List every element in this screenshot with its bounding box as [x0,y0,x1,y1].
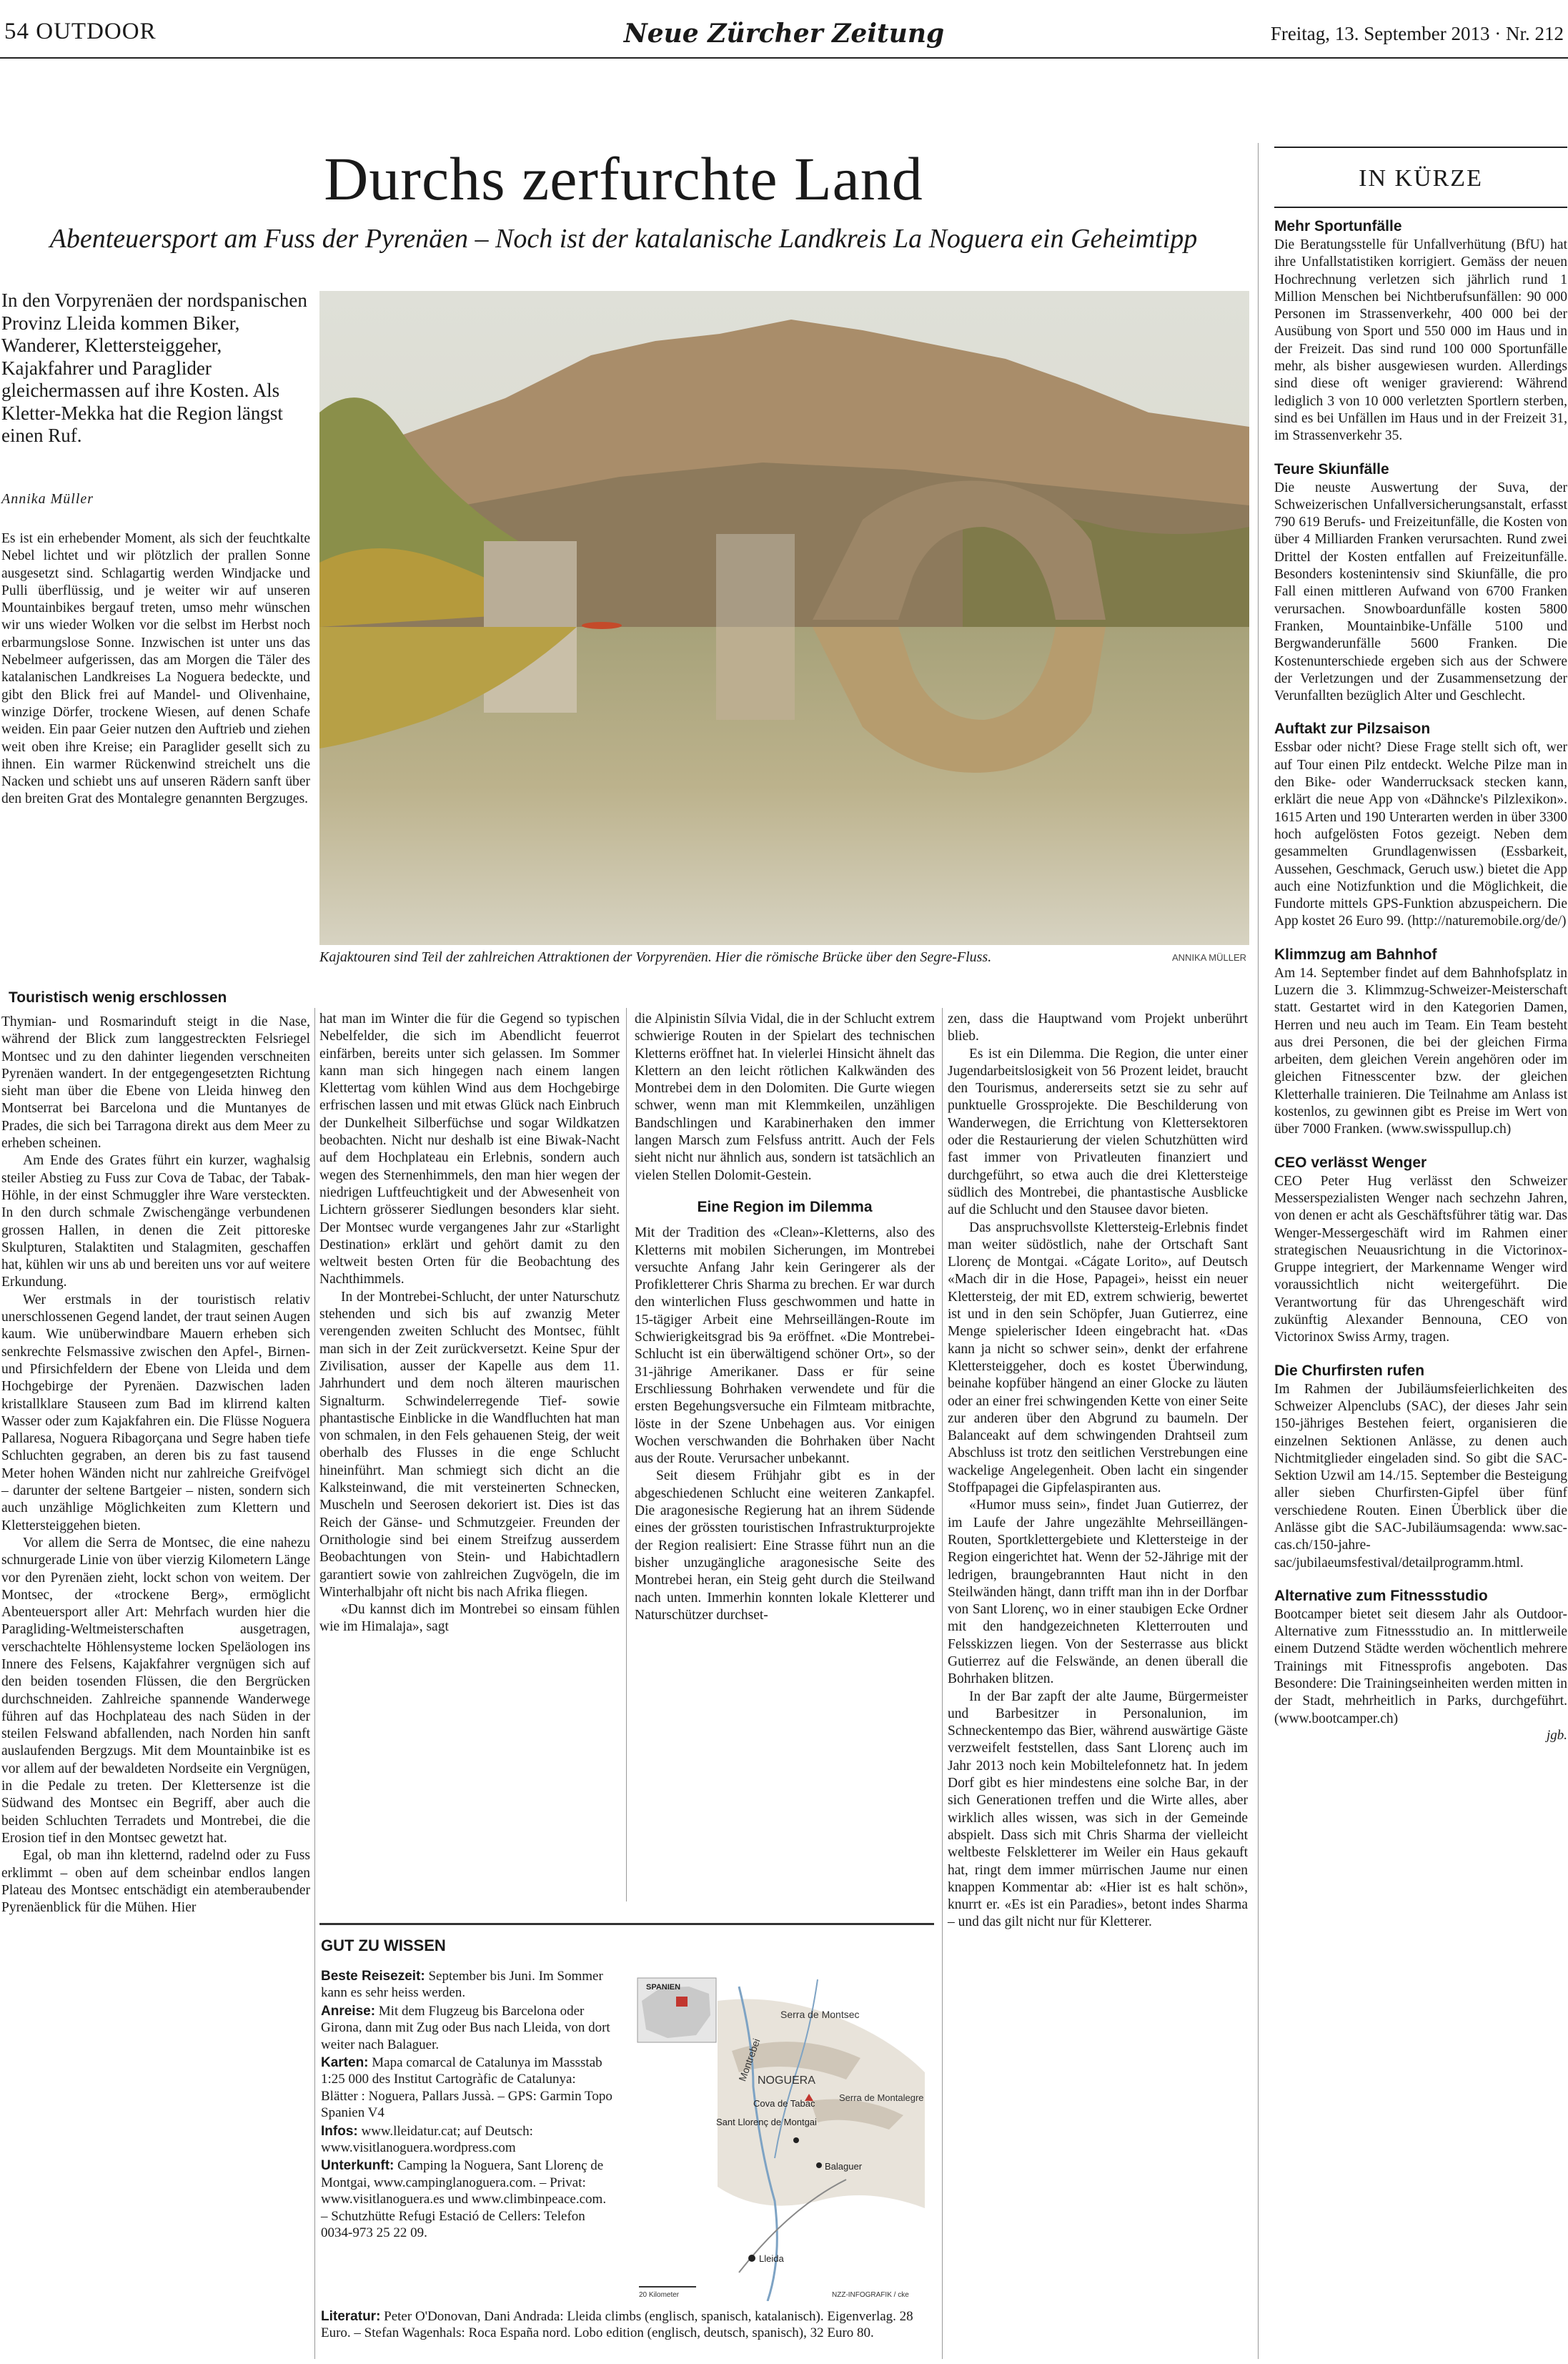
info-entry [321,2308,928,2342]
sidebar-item [1274,1154,1567,1347]
sidebar-item-text: Am 14. September findet auf dem Bahnhofsplatz in Luzern die 3. Klimmzug-Schweizer-Meisterschaft statt. Gestartet wird in den Kategorien Damen, Herren und neu auch im Team. Ein Team besteht aus drei Personen, die bei der gleichen Firma arbeiten, dem gleichen Verein angehören oder im gleichen Fitnesscenter bzw. der gleichen Kletterhalle trainieren. Die Teilnahme am Anlass ist kostenlos, zu gewinnen gibt es Preise im Wert von über 7000 Franken. (www.swisspullup.ch) [1274,965,1567,1137]
info-box-title: GUT ZU WISSEN [321,1937,446,1954]
page-section-label: 54 OUTDOOR [4,19,157,44]
sidebar-item-text: Die neuste Auswertung der Suva, der Schweizerischen Unfallversicherungsanstalt, erfasst 790 619 Berufs- und Freizeitunfälle, die Kosten von über 4 Milliarden Franken verursachten. Rund zwei Drittel der Kosten entfallen auf Freizeitunfälle. Besonders kostenintensiv sind Skiunfälle, die pro Fall einen mittleren Aufwand von 6700 Franken verursachen. Snowboardunfälle kosten 5800 Franken, Mountainbike-Unfälle 5100 und Bergwanderunfälle 5600 Franken. Die Kostenunterschiede ergeben sich aus der Schwere der Verletzungen und der Zusammensetzung der Verunfallten bezüglich Alter und Geschlecht. [1274,480,1567,704]
map-label-sant-llorenc: Sant Llorenç de Montgai [716,2117,817,2127]
article-subtitle: Abenteuersport am Fuss der Pyrenäen – Noch ist der katalanische Landkreis La Noguera ein Geheimtipp [49,224,1198,254]
roman-bridge-photo [319,291,1249,945]
map-label-montalegre: Serra de Montalegre [839,2092,924,2103]
sidebar-title: IN KÜRZE [1359,165,1483,192]
sidebar [1274,147,1567,1744]
inset-label: SPANIEN [646,1983,681,1992]
column-4 [948,1011,1248,1932]
info-entry [321,1968,614,2002]
sidebar-item-title: Teure Skiunfälle [1274,460,1389,478]
column-divider [942,1008,943,2359]
subheading-2: Eine Region im Dilemma [697,1198,873,1215]
info-label: Karten: [321,2055,369,2071]
article-lead: In den Vorpyrenäen der nordspanischen Provinz Lleida kommen Biker, Wanderer, Klettersteiggeher, Kajakfahrer und Paraglider gleichermassen auf ihre Kosten. Als Kletter-Mekka hat die Region längst einen Ruf. [1,290,307,446]
sidebar-item [1274,946,1567,1139]
sidebar-divider [1258,143,1259,2359]
info-label: Infos: [321,2123,358,2139]
info-text: September bis Juni. Im Sommer kann es sehr heiss werden. [321,1969,603,2001]
info-label: Literatur: [321,2309,381,2324]
sidebar-item-text: Essbar oder nicht? Diese Frage stellt sich oft, wer auf Tour einen Pilz entdeckt. Welche Pilze man in den Bike- oder Wanderrucksack stecken kann, erklärt die neue App von «Dähncke's Pilzlexikon». 1615 Arten und 190 Unterarten werden in über 3300 hoch aufgelösten Fotos gezeigt. Neben dem gesammelten Grundlagenwissen (Essbarkeit, Aussehen, Geschmack, Geruch usw.) bietet die App auch eine Notizfunktion und die Möglichkeit, die Fundorte mittels GPS-Funktion abzuspeichern. Die App kostet 26 Euro 99. (http://naturemobile.org/de/) [1274,740,1567,929]
info-entry [321,2157,614,2241]
column-2 [319,1011,620,1636]
sidebar-item-title: Klimmzug am Bahnhof [1274,946,1437,963]
region-map [632,1972,932,2301]
map-label-cova: Cova de Tabac [753,2098,815,2109]
info-text: Mit dem Flugzeug bis Barcelona oder Girona, dann mit Zug oder Bus nach Lleida, von dort weiter nach Balaguer. [321,2003,610,2052]
sidebar-item [1274,218,1567,445]
paragraph: Am Ende des Grates führt ein kurzer, waghalsig steiler Abstieg zu Fuss zur Cova de Tabac, der Tabak-Höhle, in der einst Schmuggler ihre Ware versteckten. In den durch schmale Zwischengänge verbundenen grossen Hallen, in denen die Zeit pittoreske Skulpturen, Stalaktiten und Stalagmiten, geschaffen hat, kühlen wir uns ab und bereiten uns vor auf weitere Erkundung. [1,1153,310,1290]
paragraph: In der Montrebei-Schlucht, der unter Naturschutz stehenden und sich bis auf zwanzig Meter verengenden zweiten Schlucht des Montsec, fühlt man sich in der Zeit zurückversetzt. Keine Spur der Zivilisation, ausser der Kapelle aus dem 11. Jahrhundert und dem noch älteren maurischen Signalturm. Schwindelerregende Tief- sowie phantastische Einblicke in die Wandfluchten hat man von schmalen, in den Fels gehauenen Steig, der weit oberhalb des Flusses in die enge Schlucht hineinführt. Man schmiegt sich dicht an die Kalksteinwand, die mit versteinerten Schnecken, Muscheln und Seerosen dekoriert ist. Dies ist das Reich der Gänse- und Schmutzgeier. Freunden der Ornithologie sind bei einem Streifzug ausserdem Beobachtungen von Stein- und Habichtadlern garantiert sowie von zahlreichen Zugvögeln, die im Winterhalbjahr oft nicht bis nach Afrika fliegen. [319,1289,620,1600]
paragraph: Vor allem die Serra de Montsec, die eine nahezu schnurgerade Linie von über vierzig Kilometern Länge vor den Pyrenäen zieht, lockt schon von weitem. Der Montsec, der «trockene Berg», ermöglicht Abenteuersport aller Art: Mehrfach wurden hier die Paragliding-Weltmeisterschaften ausgetragen, verschachtelte Höhlensysteme locken Speläologen ins Innere des Felsens, Kajakfahrer vergnügen sich auf den beiden tosenden Flüssen, die den Bergrücken durchschneiden. Zahlreiche spannende Wanderwege führen auf das Hochplateau des nach Süden in der steilen Felswand abfallenden, nach Norden hin sanft auslaufenden Bergzugs. Mit dem Mountainbike ist es vor allem auf der bewaldeten Nordseite ein Vergnügen, in die Pedale zu treten. Der Klettersenze ist die Südwand des Montsec ein Begriff, aber auch die beiden Schluchten Terradets und Montrebei, die die Erosion tief in den Montsec gewetzt hat. [1,1535,310,1846]
date-issue: Freitag, 13. September 2013 · Nr. 212 [1270,23,1564,44]
paragraph: Wer erstmals in der touristisch relativ unerschlossenen Gegend landet, der traut seinen Augen kaum. Wie unüberwindbare Mauern erheben sich senkrechte Felsmassive zwischen den Apfel-, Birnen- und Pfirsichfeldern der Ebene von Lleida und dem Hochgebirge der Pyrenäen. Dazwischen laden kristallklare Stauseen zum Bad im klirrend kalten Wasser oder zum Kajakfahren ein. Die Flüsse Noguera Pallaresa, Noguera Ribagorçana und Segre haben tiefe Schluchten gegraben, an deren bis zu fast tausend Meter hohen Wänden nicht nur zahlreiche Greifvögel – darunter der seltene Bartgeier – nisten, sondern sich auch unzählige Möglichkeiten zum Klettern und Klettersteiggehen bieten. [1,1292,310,1533]
sidebar-item [1274,1362,1567,1572]
sidebar-title-box [1274,147,1567,208]
paragraph: zen, dass die Hauptwand vom Projekt unberührt blieb. [948,1012,1248,1044]
info-text: Camping la Noguera, Sant Llorenç de Montgai, www.campinglanoguera.com. – Privat: www.visitlanoguera.es und www.climbinpeace.com. – Schutzhütte Refugi Estació de Cellers: Telefon 0034-973 25 22 09. [321,2158,607,2241]
paragraph: «Humor muss sein», findet Juan Gutierrez, der im Laufe der Jahre ungezählte Mehrseillängen-Routen, Sportklettergebiete und Klettersteige in der Region eingerichtet hat. Wenn der 52-Jährige mit der ledrigen, braungebrannten Haut nicht in den Steilwänden hängt, dann trifft man ihn in der Dorfbar von Sant Llorenç, wo in einer staubigen Ecke Ordner mit den handgezeichneten Kletterrouten und Felsskizzen liegen. Von der Sesterrasse aus blickt Gutierrez auf die Felswände, an denen überall die Bohrhaken blitzen. [948,1498,1248,1687]
column-1-lower [1,1014,310,1917]
sidebar-item-title: Alternative zum Fitnessstudio [1274,1587,1488,1604]
column-1 [1,530,310,808]
map-label-noguera: NOGUERA [758,2074,815,2087]
info-text: Peter O'Donovan, Dani Andrada: Lleida climbs (englisch, spanisch, katalanisch). Eigenverlag. 28 Euro. – Stefan Wagenhals: Roca España nord. Lobo edition (englisch, deutsch, spanisch), 32 Euro 80. [321,2309,913,2341]
map-credit: NZZ-INFOGRAFIK / cke [832,2291,909,2299]
sidebar-item-title: Auftakt zur Pilzsaison [1274,721,1431,738]
article-photo [319,291,1249,945]
paragraph: Seit diesem Frühjahr gibt es in der abgeschiedenen Schlucht eine weiteren Zankapfel. Die aragonesische Regierung hat an ihrem Südende eines der grössten touristischen Infrastrukturprojekte der Region realisiert: Eine Strasse führt nun an die bisher unzugängliche aragonesische Seite des Montrebei heran, ein Steig geht durch die Steilwand nach unten. Immerhin konnten lokale Kletterer und Naturschützer durchset- [635,1468,935,1623]
info-box [319,1923,934,2361]
paragraph: Es ist ein Dilemma. Die Region, die unter einer Jugendarbeitslosigkeit von 56 Prozent leidet, braucht den Tourismus, andererseits setzt sie zu sehr auf punktuelle Grossprojekte. Die Beschilderung von Wanderwegen, die Errichtung von Klettersektoren oder die Restaurierung der vielen Schutzhütten wird fast immer von Privatleuten finanziert und durchgeführt, so etwa auch die drei Klettersteige südlich des Montrebei, die phantastische Ausblicke auf die Schlucht und den Stausee davor bieten. [948,1046,1248,1218]
map-scale: 20 Kilometer [639,2291,680,2299]
info-box-text [321,1968,614,2243]
sidebar-item-text: Im Rahmen der Jubiläumsfeierlichkeiten des Schweizer Alpenclubs (SAC), der dieses Jahr sein 150-jähriges Bestehen feiert, organisieren die einzelnen Sektionen Anlässe, zu denen auch Nichtmitglieder eingeladen sind. So gibt die SAC-Sektion Uzwil am 14./15. September die Besteigung aller sieben Churfirsten-Gipfel über fünf verschiedene Routen. Einen Überblick über die Anlässe gibt die SAC-Jubiläumsagenda: www.sac-cas.ch/150-jahre-sac/jubilaeumsfestival/detailprogramm.html. [1274,1381,1567,1571]
map-label-montsec: Serra de Montsec [780,2009,860,2020]
info-entry [321,2003,614,2053]
info-box-literature [321,2308,928,2342]
info-entry [321,2054,614,2122]
info-text: Mapa comarcal de Catalunya im Massstab 1:25 000 des Institut Cartogràfic de Catalunya: Blätter : Noguera, Pallars Jussà. – GPS: Garmin Topo Spanien V4 [321,2055,612,2121]
column-divider [626,1008,627,1901]
subheading-1: Touristisch wenig erschlossen [9,989,227,1006]
sidebar-item-title: Mehr Sportunfälle [1274,218,1402,234]
sidebar-item [1274,461,1567,706]
image-caption: Kajaktouren sind Teil der zahlreichen Attraktionen der Vorpyrenäen. Hier die römische Brücke über den Segre-Fluss. [319,949,992,965]
paragraph: In der Bar zapft der alte Jaume, Bürgermeister und Barbesitzer in Personalunion, im Schneckentempo das Bier, während auswärtige Gäste verzweifelt feststellen, dass Sant Llorenç auch im Jahr 2013 noch kein Mobiltelefonnetz hat. In jedem Dorf gibt es hier mindestens eine solche Bar, in der sich Generationen treffen und die Wirte alles, aber wirklich alles wissen, was sich in der Gemeinde abspielt. Dass sich mit Chris Sharma der vielleicht weltbeste Felskletterer im Weiler ein Haus gekauft hat, ringt dem immer mürrischen Jaume nur einen knappen Kommentar ab: «Hier ist es halt schön», knurrt er. «Es ist ein Paradies», betont indes Sharma – und das gilt nicht nur für Kletterer. [948,1688,1248,1930]
paragraph: Mit der Tradition des «Clean»-Kletterns, also des Kletterns mit mobilen Sicherungen, im Montrebei versuchte Anfang Jahr kein Geringerer als der Profikletterer Chris Sharma zu brechen. Er war durch den winterlichen Fluss geschwommen und hatte in 15-tägiger Arbeit eine Mehrseillängen-Route im Schwierigkeitsgrad bis 9a eröffnet. «Die Montrebei-Schlucht ist ein überwältigend schöner Ort», so der 31-jährige Amerikaner. Dass er für seine Erschliessung Bohrhaken verwendete und für die ersten Begehungsversuche ein Filmteam mitbrachte, löste in der Szene Unbehagen aus. Vor einigen Wochen verschwanden die Bohrhaken über Nacht aus der Route. Verursacher unbekannt. [635,1225,935,1467]
map-graphic [632,1972,932,2301]
paragraph: hat man im Winter die für die Gegend so typischen Nebelfelder, die sich im Abendlicht feuerrot einfärben, bereits unter sich gelassen. Im Sommer kann man sich hingegen nach einem langen Klettertag vom kühlen Wind aus dem Hochgebirge erfrischen lassen und mit etwas Glück nach Einbruch der Dunkelheit Silberfüchse und sogar Wildkatzen beobachten. Nicht nur deshalb ist eine Biwak-Nacht auf dem Hochplateau ein Erlebnis, sondern auch wegen des Sternenhimmels, den man hier wegen der niedrigen Luftfeuchtigkeit und der Abwesenheit von Lichtern grösserer Siedlungen besonders klar sieht. Der Montsec wurde vergangenes Jahr zur «Starlight Destination» erklärt und gehört damit zu den weltweit besten Orten für die Beobachtung des Nachthimmels. [319,1012,620,1287]
header-rule [0,57,1568,59]
map-label-montrebei: Montrebei [736,2037,763,2083]
info-text: www.lleidatur.cat; auf Deutsch: www.visitlanoguera.wordpress.com [321,2123,533,2156]
map-label-lleida: Lleida [759,2253,784,2264]
sidebar-item-text: Bootcamper bietet seit diesem Jahr als Outdoor-Alternative zum Fitnessstudio an. In mittlerweile einem Dutzend Städte werden wöchentlich mehrere Trainings mit Fitnessprofis angeboten. Das Besondere: Die Trainingseinheiten werden mitten in der Stadt, mehrheitlich in Parks, durchgeführt. (www.bootcamper.ch) [1274,1606,1567,1726]
sidebar-item-title: CEO verlässt Wenger [1274,1154,1427,1171]
column-3 [635,1011,935,1624]
newspaper-name: Neue Zürcher Zeitung [623,19,945,49]
author-byline: Annika Müller [1,491,94,507]
image-credit: ANNIKA MÜLLER [1172,952,1247,963]
column-divider [314,1008,315,2359]
info-label: Unterkunft: [321,2158,395,2174]
sidebar-item [1274,1588,1567,1728]
sidebar-item-text: CEO Peter Hug verlässt den Schweizer Messerspezialisten Wenger nach sechzehn Jahren, von denen er acht als Geschäftsführer tätig war. Das Wenger-Messergeschäft wird im Rahmen einer strategischen Neuausrichtung in die Victorinox-Gruppe integriert, der Markenname Wenger wird voraussichtlich nicht weitergeführt. Die Verantwortung für das Uhrengeschäft wird zukünftig Alexander Bennouna, CEO von Victorinox Swiss Army, tragen. [1274,1173,1567,1345]
paragraph: «Du kannst dich im Montrebei so einsam fühlen wie im Himalaja», sagt [319,1602,620,1635]
sidebar-item-title: Die Churfirsten rufen [1274,1362,1425,1379]
paragraph: Es ist ein erhebender Moment, als sich der feuchtkalte Nebel lichtet und wir plötzlich der prallen Sonne ausgesetzt sind. Schlagartig werden Windjacke und Pulli überflüssig, und je weiter wir auf unseren Mountainbikes bergauf treten, umso mehr wünschen wir uns wieder Wolken vor die selbst im Herbst noch erbarmungslose Sonne. Inzwischen ist unter uns das Nebelmeer aufgerissen, das am Morgen die Täler des katalanischen Landkreises La Noguera bedeckte, und gibt den Blick frei auf Mandel- und Olivenhaine, winzige Dörfer, trockene Wiesen, auf denen Schafe weiden. Ein paar Geier nutzen den Auftrieb und ziehen weit oben ihre Kreise; ein Paraglider gesellt sich zu ihnen. Ein warmer Rückenwind streichelt uns die Nacken und schiebt uns auf unseren Rädern sanft über den breiten Grat des Montalegre genannten Bergzuges. [1,531,310,807]
info-entry [321,2123,614,2157]
paragraph: die Alpinistin Sílvia Vidal, die in der Schlucht extrem schwierige Routen in der Spielart des technischen Kletterns eröffnet hat. In vielerlei Hinsicht ähnelt das Klettern an den leicht rötlichen Kalkwänden des Montrebei dem in den Dolomiten. Die Gurte wiegen schwer, wenn man mit Klemmkeilen, unzähligen Bandschlingen und Karabinerhaken den immer langen Marsch zum Felsfuss antritt. Auch der Fels sieht nicht nur ähnlich aus, sondern ist tatsächlich an vielen Stellen Dolomit-Gestein. [635,1012,935,1183]
paragraph: Das anspruchsvollste Klettersteig-Erlebnis findet man weiter südöstlich, nahe der Ortschaft Sant Llorenç de Montgai. «Cágate Lorito», auf Deutsch «Mach dir in die Hose, Papagei», heisst ein neuer Klettersteig, der mit ED, extrem schwierig, bewertet ist und in den sein Schöpfer, Juan Gutierrez, eine Menge spielerischer Ideen eingebracht hat. «Das kann ja nicht so schwer sein», denkt der erfahrene Klettersteiggeher, doch es kostet Überwindung, beinahe kopfüber hängend an einer Glocke zu läuten oder an einer frei schwingenden Kette von einer Seite zur anderen über den Abgrund zu baumeln. Der Balanceakt auf dem schwingenden Drahtseil zum Abschluss ist trotz den seitlichen Verstrebungen eine wackelige Angelegenheit. Oben lacht ein singender Stoffpapagei die Gipfelaspiranten aus. [948,1220,1248,1496]
info-label: Anreise: [321,2003,376,2019]
paragraph: Egal, ob man ihn kletternd, radelnd oder zu Fuss erklimmt – oben auf dem scheinbar endlos langen Plateau des Montsec entschädigt ein atemberaubender Pyrenäenblick für die Mühen. Hier [1,1848,310,1916]
sidebar-item [1274,721,1567,930]
info-label: Beste Reisezeit: [321,1969,425,1984]
map-label-balaguer: Balaguer [825,2161,863,2172]
sidebar-signature: jgb. [1546,1727,1567,1743]
paragraph: Thymian- und Rosmarinduft steigt in die Nase, während der Blick zum langgestreckten Felsriegel Montsec und zu den dahinter liegenden verschneiten Pyrenäen wandert. In der entgegengesetzten Richtung sieht man über die Ebene von Lleida hinweg den Montserrat bei Barcelona und die Muntanyes de Prades, die sich bei Tarragona direkt aus dem Meer zu erheben scheinen. [1,1014,310,1152]
sidebar-item-text: Die Beratungsstelle für Unfallverhütung (BfU) hat ihre Unfallstatistiken korrigiert. Gemäss der neuen Hochrechnung verletzen sich jährlich rund 1 Million Menschen bei Nichtberufsunfällen: 90 000 Personen im Strassenverkehr, 400 000 bei der Ausübung von Sport und 550 000 im Haus und in der Freizeit. Das sind rund 100 000 Sportunfälle mehr, als bisher ausgewiesen wurden. Allerdings sind diese oft weniger gravierend: Während lediglich 3 von 10 000 verletzten Sportlern sterben, sind es bei Unfällen im Haus und in der Freizeit 31, im Strassenverkehr 35. [1274,237,1567,444]
article-title: Durchs zerfurchte Land [324,144,923,213]
